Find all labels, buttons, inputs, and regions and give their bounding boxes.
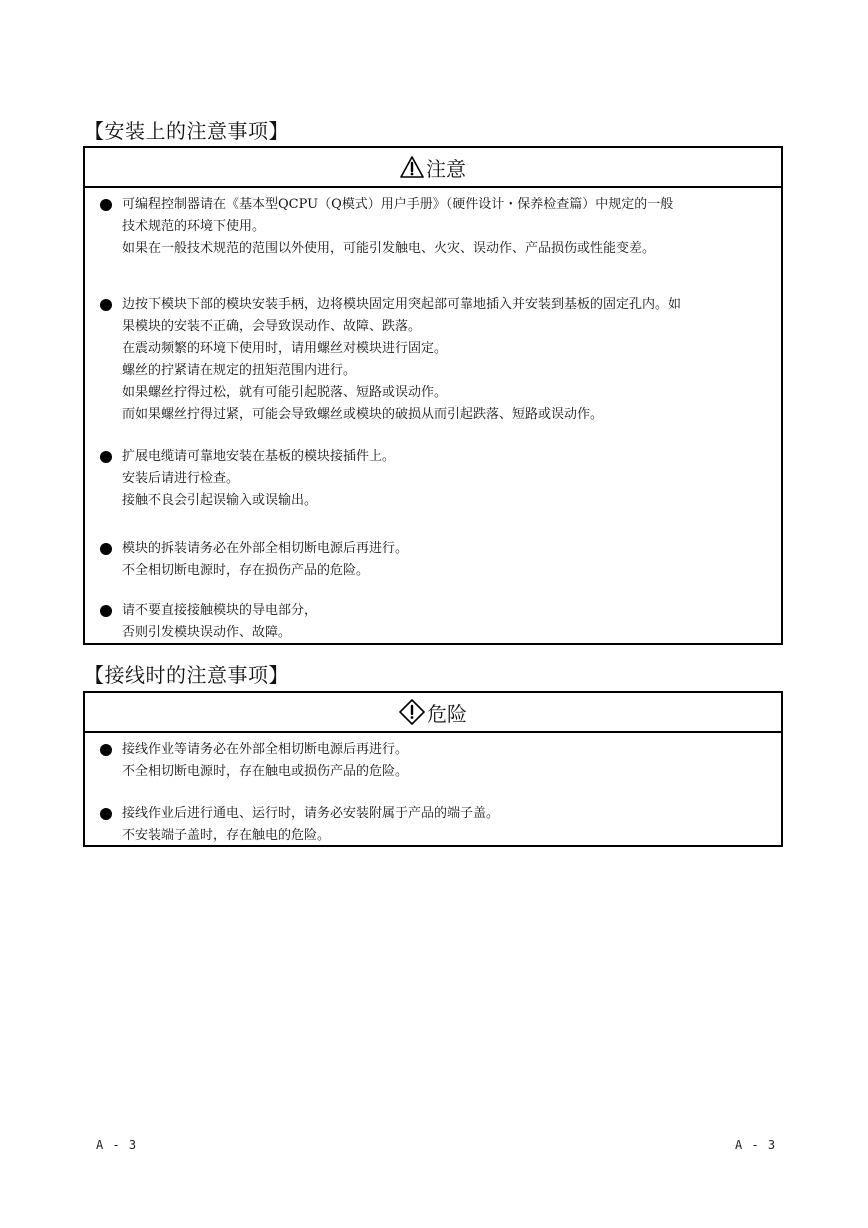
- footer-page-number-left: A - 3: [96, 1138, 138, 1152]
- precaution-line: 模块的拆装请务必在外部全相切断电源后再进行。: [122, 541, 409, 556]
- precaution-line: 请不要直接接触模块的导电部分，: [122, 603, 318, 618]
- precaution-line: 接触不良会引起误输入或误输出。: [122, 493, 318, 508]
- precaution-text: [122, 600, 769, 644]
- precaution-line: 如果在一般技术规范的范围以外使用，可能引发触电、火灾、误动作、产品损伤或性能变差。: [122, 241, 656, 256]
- precaution-line: 不安装端子盖时，存在触电的危险。: [122, 828, 331, 843]
- precaution-line: 螺丝的拧紧请在规定的扭矩范围内进行。: [122, 363, 357, 378]
- precaution-line: 边按下模块下部的模块安装手柄，边将模块固定用突起部可靠地插入并安装到基板的固定孔内。如: [122, 297, 682, 312]
- precaution-line: 安装后请进行检查。: [122, 471, 240, 486]
- precaution-line: 果模块的安装不正确，会导致误动作、故障、跌落。: [122, 319, 422, 334]
- precaution-line: 扩展电缆请可靠地安装在基板的模块接插件上。: [122, 449, 396, 464]
- caution-box-header: [85, 148, 781, 188]
- danger-box: [83, 691, 783, 847]
- precaution-line: 不全相切断电源时，存在触电或损伤产品的危险。: [122, 764, 409, 779]
- install-section-heading: 【安装上的注意事项】: [84, 119, 289, 143]
- caution-box-title: 注意: [426, 156, 466, 181]
- precaution-line: 如果螺丝拧得过松，就有可能引起脱落、短路或误动作。: [122, 385, 448, 400]
- bullet-icon: [100, 299, 112, 311]
- precaution-text: [122, 294, 769, 426]
- danger-box-header: [85, 693, 781, 733]
- bullet-icon: [100, 808, 112, 820]
- precaution-text: [122, 803, 769, 847]
- wiring-section-heading: 【接线时的注意事项】: [84, 663, 289, 687]
- precaution-line: 接线作业后进行通电、运行时，请务必安装附属于产品的端子盖。: [122, 806, 500, 821]
- warning-triangle-icon: [400, 155, 424, 179]
- precaution-line: 而如果螺丝拧得过紧，可能会导致螺丝或模块的破损从而引起跌落、短路或误动作。: [122, 407, 604, 422]
- precaution-line: 否则引发模块误动作、故障。: [122, 625, 292, 640]
- precaution-line: 在震动频繁的环境下使用时，请用螺丝对模块进行固定。: [122, 341, 448, 356]
- bullet-icon: [100, 543, 112, 555]
- bullet-icon: [100, 744, 112, 756]
- danger-box-title: 危险: [427, 701, 467, 726]
- bullet-icon: [100, 451, 112, 463]
- caution-box: [83, 146, 783, 645]
- bullet-icon: [100, 605, 112, 617]
- danger-diamond-icon: [399, 699, 425, 725]
- precaution-line: 可编程控制器请在《基本型QCPU（Q模式）用户手册》（硬件设计・保养检查篇）中规定的一般: [122, 197, 674, 212]
- bullet-icon: [100, 199, 112, 211]
- precaution-text: [122, 538, 769, 582]
- precaution-text: [122, 194, 769, 260]
- precaution-text: [122, 739, 769, 783]
- precaution-line: 不全相切断电源时，存在损伤产品的危险。: [122, 563, 370, 578]
- footer-page-number-right: A - 3: [735, 1138, 777, 1152]
- precaution-line: 接线作业等请务必在外部全相切断电源后再进行。: [122, 742, 409, 757]
- precaution-line: 技术规范的环境下使用。: [122, 219, 266, 234]
- precaution-text: [122, 446, 769, 512]
